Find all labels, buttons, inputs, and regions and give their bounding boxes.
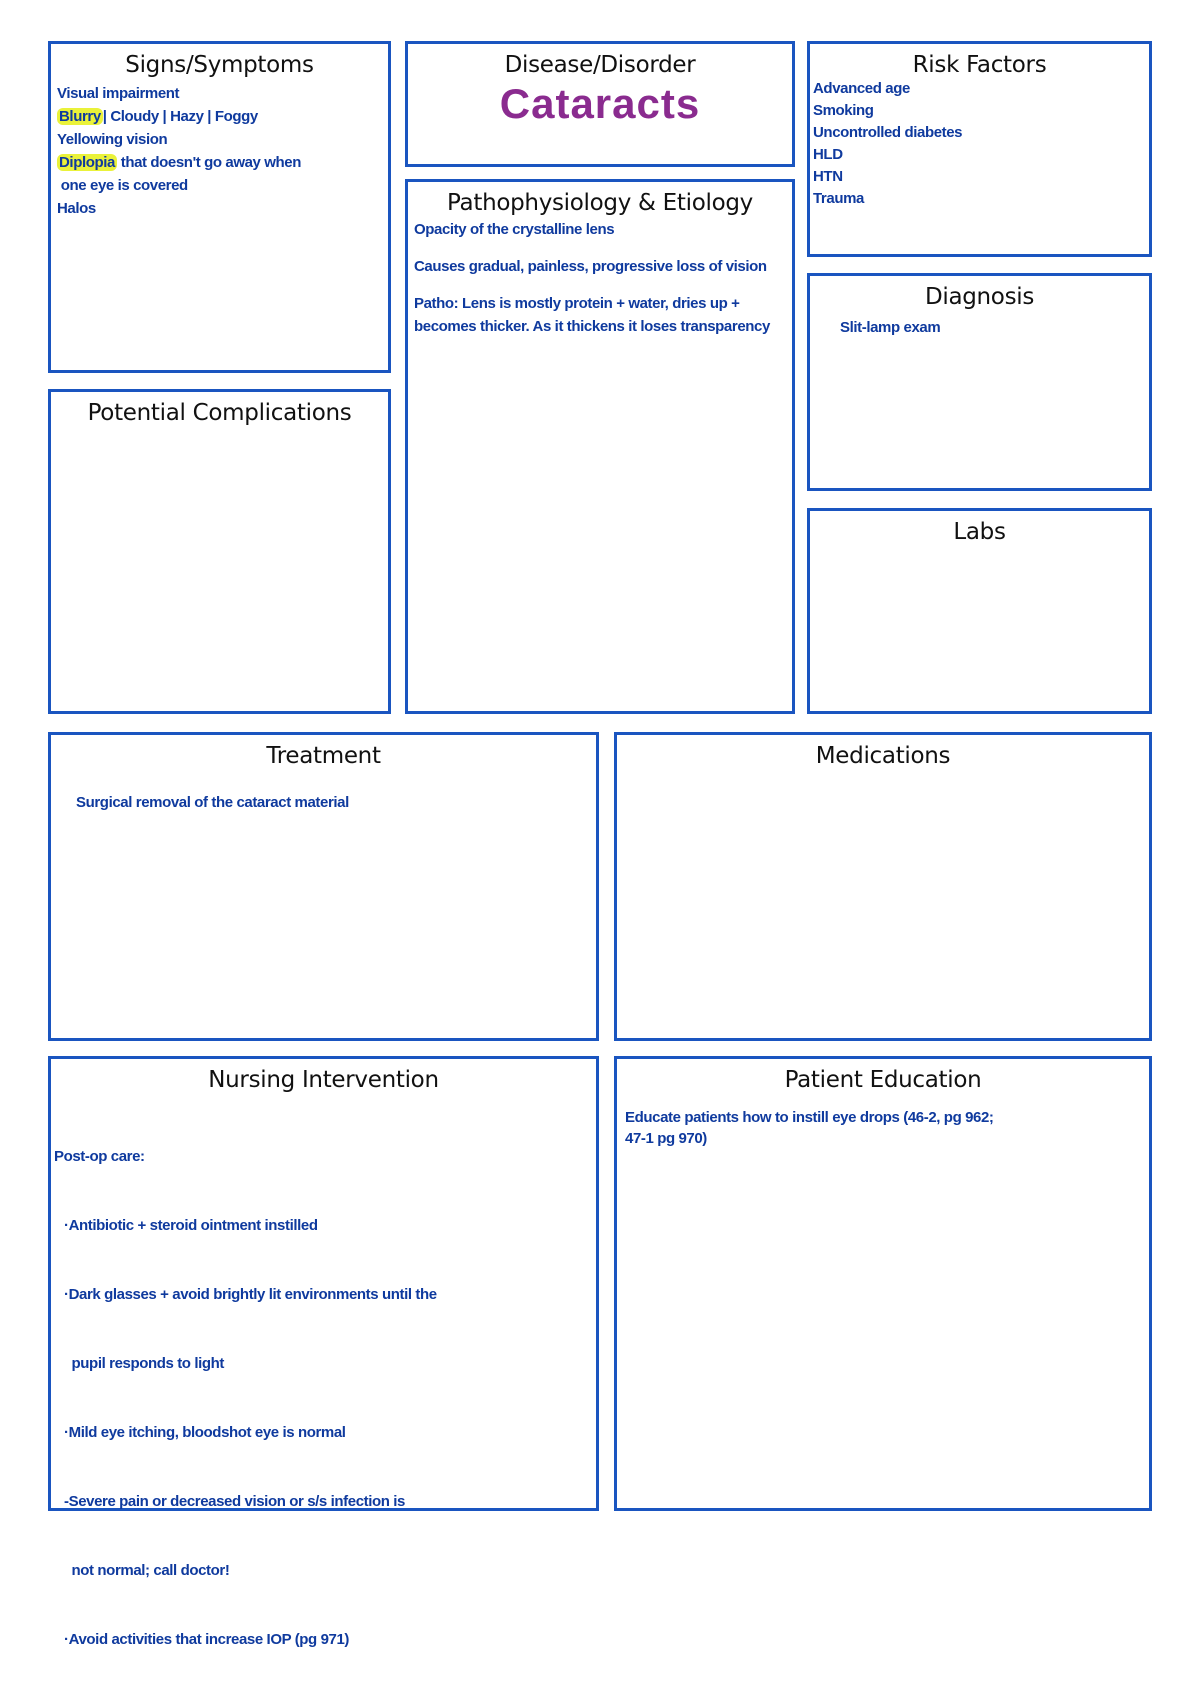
labs-section — [807, 508, 1152, 714]
risk-item: Trauma — [813, 190, 864, 207]
complications-section — [48, 389, 391, 714]
nursing-item: ·Antibiotic + steroid ointment instilled — [64, 1217, 318, 1234]
nursing-item: Post-op care: — [54, 1148, 145, 1165]
section-heading: Pathophysiology & Etiology — [447, 190, 753, 216]
symptom-item — [57, 82, 382, 105]
section-heading: Patient Education — [784, 1067, 982, 1093]
treatment-item: Surgical removal of the cataract material — [76, 794, 349, 811]
risk-item: HTN — [813, 168, 843, 185]
symptom-text: Halos — [57, 200, 96, 217]
risk-factors-section — [807, 41, 1152, 257]
nursing-item: not normal; call doctor! — [64, 1562, 230, 1579]
section-heading: Diagnosis — [924, 284, 1035, 310]
education-item: Educate patients how to instill eye drops (46-2, pg 962; — [625, 1109, 994, 1126]
symptom-item — [57, 174, 382, 197]
risk-item: Advanced age — [813, 80, 910, 97]
symptom-item — [57, 151, 382, 174]
symptom-text: Visual impairment — [57, 85, 180, 102]
symptom-item — [57, 197, 382, 220]
symptom-text: | Cloudy | Hazy | Foggy — [102, 108, 258, 125]
section-heading: Medications — [815, 743, 951, 769]
nursing-item: ·Avoid activities that increase IOP (pg 971) — [64, 1631, 350, 1648]
diagnosis-section — [807, 273, 1152, 491]
risk-item: HLD — [813, 146, 843, 163]
section-heading: Signs/Symptoms — [125, 52, 314, 78]
section-heading: Potential Complications — [87, 400, 352, 426]
disease-section — [405, 41, 795, 167]
symptom-text: one eye is covered — [57, 177, 188, 194]
medications-section — [614, 732, 1152, 1041]
section-heading: Treatment — [266, 743, 381, 769]
education-item: 47-1 pg 970) — [625, 1130, 707, 1147]
nursing-item: ·Mild eye itching, bloodshot eye is normal — [64, 1424, 346, 1441]
patho-paragraph: Opacity of the crystalline lens — [414, 221, 615, 238]
highlighted-term: Blurry — [59, 108, 101, 125]
section-heading: Risk Factors — [912, 52, 1047, 78]
disease-name: Cataracts — [499, 80, 701, 127]
patho-paragraph: Patho: Lens is mostly protein + water, dries up + becomes thicker. As it thickens it loses transparency — [414, 295, 770, 335]
nursing-item: -Severe pain or decreased vision or s/s infection is — [64, 1493, 406, 1510]
section-heading: Labs — [953, 519, 1006, 545]
signs-list — [51, 78, 388, 224]
risk-item: Uncontrolled diabetes — [813, 124, 963, 141]
patient-education-section — [614, 1056, 1152, 1511]
symptom-item — [57, 128, 382, 151]
section-heading: Nursing Intervention — [208, 1067, 439, 1093]
diagnosis-item: Slit-lamp exam — [840, 319, 941, 336]
symptom-item — [57, 105, 382, 128]
signs-symptoms-section — [48, 41, 391, 373]
nursing-item: pupil responds to light — [64, 1355, 224, 1372]
risk-item: Smoking — [813, 102, 874, 119]
treatment-section — [48, 732, 599, 1041]
section-heading: Disease/Disorder — [504, 52, 696, 78]
symptom-text: that doesn't go away when — [116, 154, 301, 171]
nursing-item: ·Dark glasses + avoid brightly lit environments until the — [64, 1286, 437, 1303]
nursing-intervention-section — [48, 1056, 599, 1648]
highlighted-term: Diplopia — [59, 154, 115, 171]
pathophysiology-section — [405, 179, 795, 714]
patho-paragraph: Causes gradual, painless, progressive loss of vision — [414, 258, 767, 275]
symptom-text: Yellowing vision — [57, 131, 168, 148]
